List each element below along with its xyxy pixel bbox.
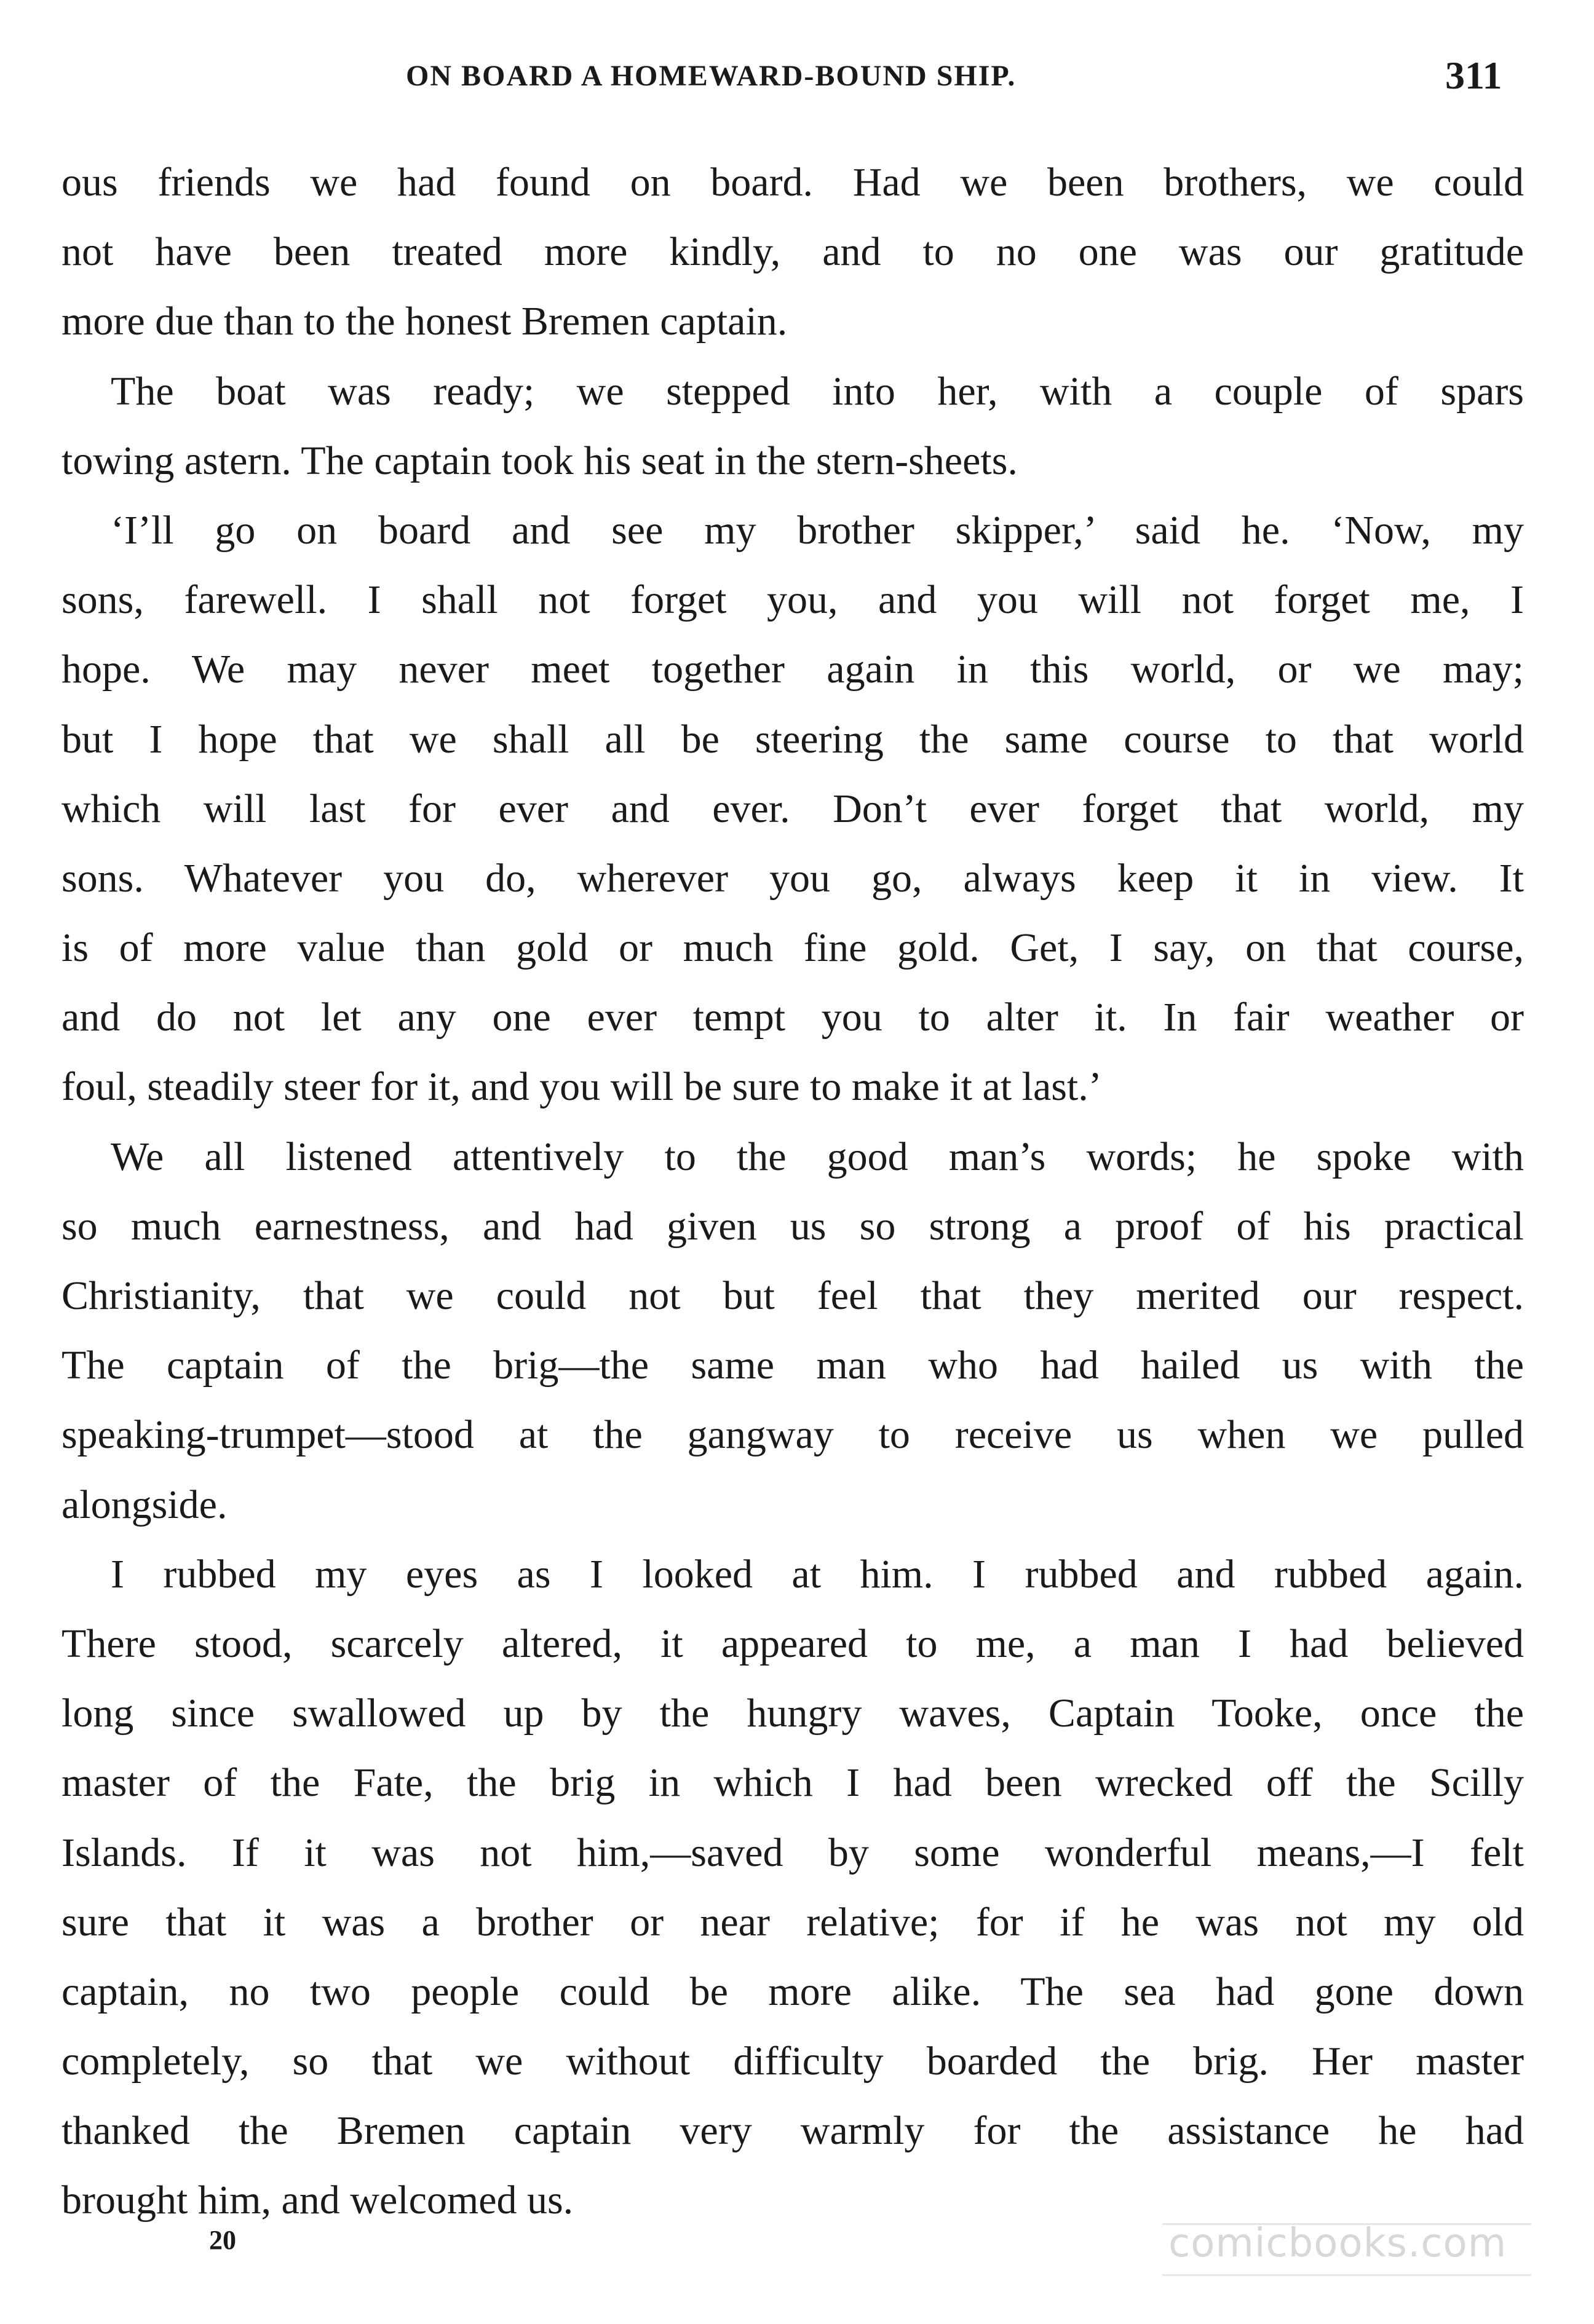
text-line: completely, so that we without difficulty boarded the brig. Her master	[61, 2039, 1524, 2084]
text-line: master of the Fate, the brig in which I had been wrecked off the Scilly	[61, 1760, 1524, 1806]
text-line: foul, steadily steer for it, and you will be sure to make it at last.’	[61, 1064, 1102, 1110]
signature-mark: 20	[209, 2225, 236, 2255]
watermark: comicbooks.com	[1168, 2221, 1507, 2266]
text-line: Islands. If it was not him,—saved by some wonderful means,—I felt	[61, 1830, 1524, 1875]
text-line: long since swallowed up by the hungry waves, Captain Tooke, once the	[61, 1691, 1524, 1736]
body-text	[61, 148, 1524, 2235]
text-line: The captain of the brig—the same man who had hailed us with the	[61, 1343, 1524, 1388]
text-line: which will last for ever and ever. Don’t ever forget that world, my	[61, 786, 1524, 831]
text-line: We all listened attentively to the good man’s words; he spoke with	[111, 1134, 1524, 1179]
text-line: Christianity, that we could not but feel that they merited our respect.	[61, 1273, 1524, 1318]
text-line: sure that it was a brother or near relative; for if he was not my old	[61, 1899, 1524, 1945]
text-line: thanked the Bremen captain very warmly for the assistance he had	[61, 2108, 1524, 2154]
page-number: 311	[1445, 53, 1502, 97]
text-line: sons, farewell. I shall not forget you, and you will not forget me, I	[61, 577, 1524, 623]
text-line: I rubbed my eyes as I looked at him. I rubbed and rubbed again.	[111, 1551, 1524, 1597]
text-line: captain, no two people could be more alike. The sea had gone down	[61, 1969, 1524, 2014]
text-line: sons. Whatever you do, wherever you go, always keep it in view. It	[61, 855, 1524, 901]
text-line: There stood, scarcely altered, it appeared to me, a man I had believed	[61, 1621, 1524, 1666]
text-line: ous friends we had found on board. Had we been brothers, we could	[61, 160, 1524, 205]
text-line: towing astern. The captain took his seat in the stern-sheets.	[61, 438, 1018, 483]
text-line: more due than to the honest Bremen captain.	[61, 299, 788, 344]
text-line: but I hope that we shall all be steering the same course to that world	[61, 716, 1524, 762]
text-line: speaking-trumpet—stood at the gangway to receive us when we pulled	[61, 1412, 1524, 1458]
text-line: ‘I’ll go on board and see my brother skipper,’ said he. ‘Now, my	[111, 507, 1524, 553]
text-line: so much earnestness, and had given us so strong a proof of his practical	[61, 1203, 1524, 1249]
text-line: brought him, and welcomed us.	[61, 2178, 574, 2223]
text-line: is of more value than gold or much fine gold. Get, I say, on that course,	[61, 925, 1524, 971]
running-title: ON BOARD A HOMEWARD-BOUND SHIP.	[406, 60, 1017, 92]
text-line: and do not let any one ever tempt you to alter it. In fair weather or	[61, 995, 1524, 1040]
text-line: alongside.	[61, 1482, 228, 1527]
text-line: not have been treated more kindly, and to no one was our gratitude	[61, 229, 1524, 275]
running-head	[0, 53, 1594, 114]
text-line: The boat was ready; we stepped into her, with a couple of spars	[111, 368, 1524, 414]
text-line: hope. We may never meet together again in this world, or we may;	[61, 647, 1524, 692]
